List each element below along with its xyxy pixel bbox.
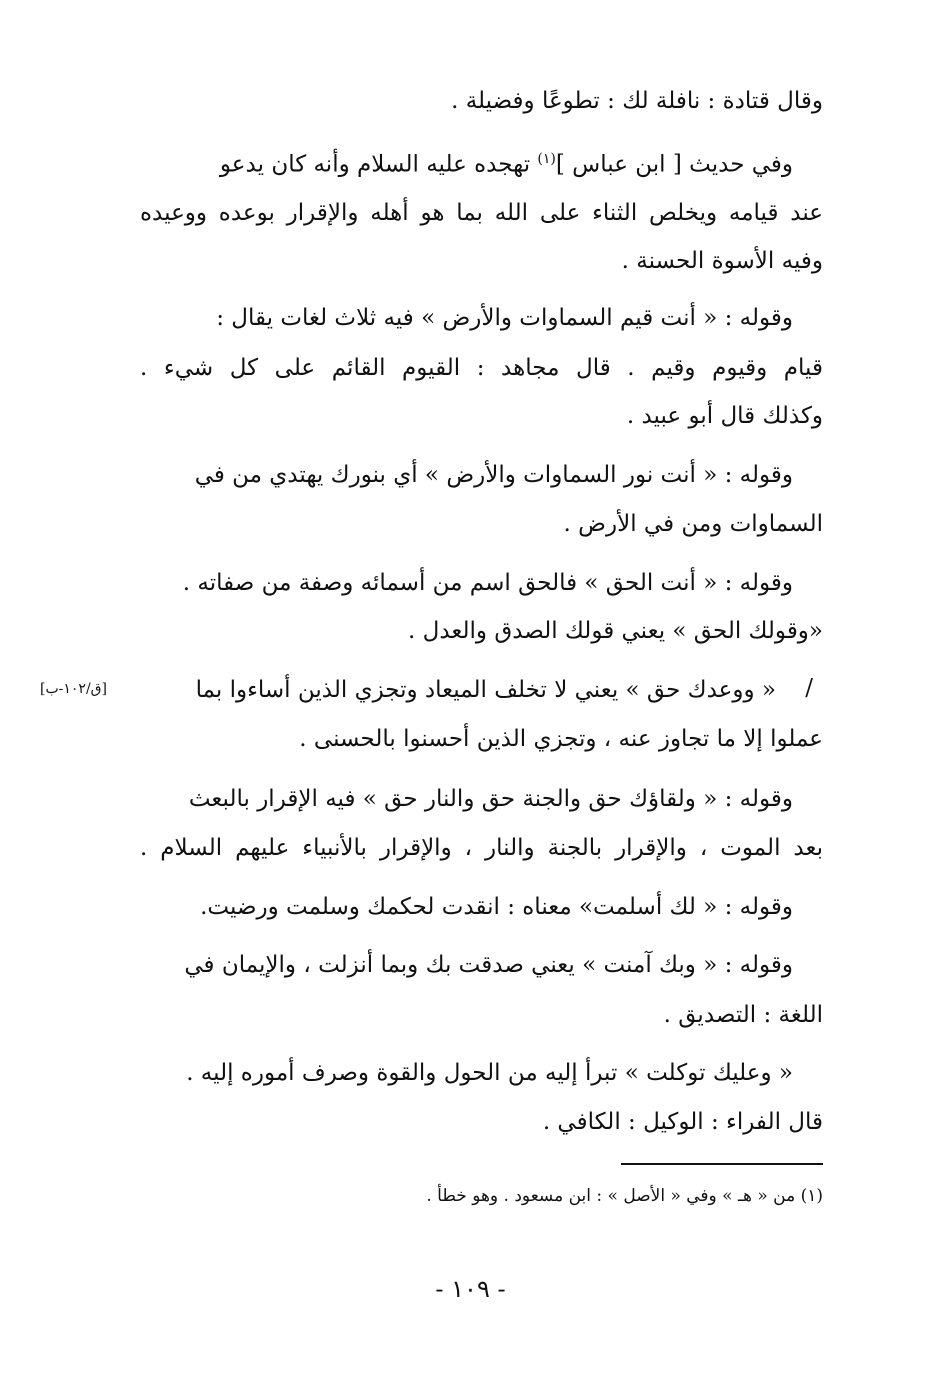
text-fragment: وفي حديث [ ابن عباس ] <box>555 151 793 178</box>
page-number: - ١٠٩ - <box>435 1275 506 1303</box>
manuscript-folio-note: [ق/١٠٢-ب] <box>40 681 107 697</box>
text-line: وقوله : « لك أسلمت» معناه : انقدت لحكمك وسلمت ورضيت. <box>200 894 793 920</box>
text-line: « ووعدك حق » يعني لا تخلف الميعاد وتجزي الذين أساءوا بما <box>195 677 776 703</box>
text-line: قال الفراء : الوكيل : الكافي . <box>542 1109 823 1135</box>
text-line: وقال قتادة : نافلة لك : تطوعًا وفضيلة . <box>451 88 823 114</box>
text-line: وقوله : « أنت قيم السماوات والأرض » فيه ثلاث لغات يقال : <box>216 305 793 331</box>
text-line: قيام وقيوم وقيم . قال مجاهد : القيوم القائم على كل شيء . <box>140 355 823 381</box>
text-line: وقوله : « أنت نور السماوات والأرض » أي بنورك يهتدي من في <box>194 462 793 488</box>
footnote-marker: (١) <box>537 151 556 167</box>
text-line: عملوا إلا ما تجاوز عنه ، وتجزي الذين أحسنوا بالحسنى . <box>299 726 823 752</box>
text-fragment: تهجده عليه السلام وأنه كان يدعو <box>219 151 538 178</box>
text-line: وقوله : « ولقاؤك حق والجنة حق والنار حق » فيه الإقرار بالبعث <box>188 786 793 812</box>
footnote-separator <box>621 1163 823 1165</box>
folio-slash: / <box>805 675 813 701</box>
text-line: بعد الموت ، والإقرار بالجنة والنار ، والإقرار بالأنبياء عليهم السلام . <box>140 835 823 861</box>
text-line: اللغة : التصديق . <box>663 1002 823 1028</box>
text-line: «وقولك الحق » يعني قولك الصدق والعدل . <box>408 618 823 644</box>
text-line: وقوله : « وبك آمنت » يعني صدقت بك وبما أنزلت ، والإيمان في <box>184 952 793 978</box>
text-line <box>220 144 793 180</box>
text-line: عند قيامه ويخلص الثناء على الله بما هو أهله والإقرار بوعده ووعيده <box>140 200 823 226</box>
text-line: السماوات ومن في الأرض . <box>563 511 823 537</box>
footnote: (١) من « هـ » وفي « الأصل » : ابن مسعود . وهو خطأ . <box>426 1186 823 1206</box>
text-line: وكذلك قال أبو عبيد . <box>626 403 823 429</box>
text-line: وفيه الأسوة الحسنة . <box>621 248 823 274</box>
text-line: « وعليك توكلت » تبرأ إليه من الحول والقوة وصرف أموره إليه . <box>186 1060 793 1086</box>
text-line: وقوله : « أنت الحق » فالحق اسم من أسمائه وصفة من صفاته . <box>182 570 793 596</box>
